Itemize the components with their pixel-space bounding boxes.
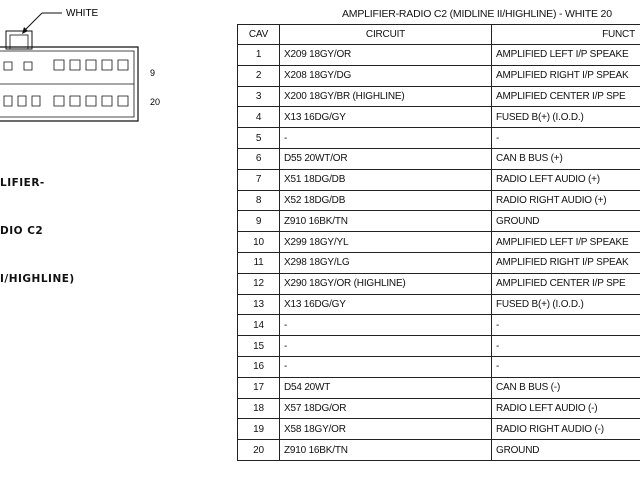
cell-circuit: - [280,128,492,149]
cell-cav: 13 [238,294,280,315]
cavity [54,96,64,106]
cavity [86,96,96,106]
table-row [238,419,640,440]
cell-circuit: Z910 16BK/TN [280,440,492,461]
table-row [238,190,640,211]
cell-function: AMPLIFIED CENTER I/P SPE [492,86,640,107]
cell-cav: 1 [238,45,280,66]
header-cav: CAV [238,25,280,45]
cavity [4,96,12,106]
cell-circuit: X209 18GY/OR [280,45,492,66]
table-row [238,440,640,461]
cell-function: AMPLIFIED RIGHT I/P SPEAK [492,252,640,273]
cell-cav: 14 [238,315,280,336]
cavity [24,62,32,70]
row-number-top: 9 [150,68,156,78]
cell-circuit: X208 18GY/DG [280,65,492,86]
cell-cav: 5 [238,128,280,149]
row-number-bottom: 20 [150,97,161,107]
header-function: FUNCT [492,25,640,45]
color-callout-text: WHITE [66,8,99,19]
table-row [238,45,640,66]
cavity [70,60,80,70]
cell-function: CAN B BUS (-) [492,377,640,398]
cell-circuit: - [280,315,492,336]
cell-circuit: - [280,356,492,377]
cell-function: AMPLIFIED LEFT I/P SPEAKE [492,232,640,253]
cell-function: CAN B BUS (+) [492,148,640,169]
cell-cav: 19 [238,419,280,440]
cell-function: GROUND [492,211,640,232]
bottom-cavity-row [4,96,128,106]
cell-cav: 3 [238,86,280,107]
cell-circuit: X58 18GY/OR [280,419,492,440]
top-cavity-row [4,60,128,70]
cavity [70,96,80,106]
table-row [238,356,640,377]
cell-circuit: D54 20WT [280,377,492,398]
cell-cav: 15 [238,336,280,357]
cell-circuit: Z910 16BK/TN [280,211,492,232]
cavity [118,60,128,70]
header-circuit: CIRCUIT [280,25,492,45]
cell-circuit: X13 16DG/GY [280,294,492,315]
connector-label-line: DIO C2 [0,225,44,237]
cell-circuit: D55 20WT/OR [280,148,492,169]
cavity [102,96,112,106]
cell-cav: 12 [238,273,280,294]
cell-function: RADIO RIGHT AUDIO (+) [492,190,640,211]
table-row [238,211,640,232]
connector-label [0,143,75,303]
cell-cav: 2 [238,65,280,86]
cell-function: AMPLIFIED RIGHT I/P SPEAK [492,65,640,86]
cavity [86,60,96,70]
cavity [32,96,40,106]
cavity [4,62,12,70]
cell-function: FUSED B(+) (I.O.D.) [492,294,640,315]
cell-cav: 9 [238,211,280,232]
cell-cav: 6 [238,148,280,169]
connector-label-line: I/HIGHLINE) [0,273,75,285]
cell-circuit: X200 18GY/BR (HIGHLINE) [280,86,492,107]
table-row [238,86,640,107]
cell-cav: 7 [238,169,280,190]
table-row [238,273,640,294]
cell-function: RADIO LEFT AUDIO (-) [492,398,640,419]
cell-cav: 16 [238,356,280,377]
cell-circuit: X51 18DG/DB [280,169,492,190]
cell-cav: 11 [238,252,280,273]
cavity [54,60,64,70]
cavity [118,96,128,106]
cell-cav: 4 [238,107,280,128]
cell-function: AMPLIFIED LEFT I/P SPEAKE [492,45,640,66]
callout-arrow-line [24,13,42,31]
cell-function: - [492,128,640,149]
cell-circuit: - [280,336,492,357]
table-row [238,128,640,149]
table-row [238,252,640,273]
table-row [238,377,640,398]
cell-circuit: X299 18GY/YL [280,232,492,253]
cell-function: RADIO RIGHT AUDIO (-) [492,419,640,440]
table-row [238,315,640,336]
cavity [102,60,112,70]
cell-circuit: X298 18GY/LG [280,252,492,273]
connector-label-line: LIFIER- [0,177,45,189]
table-title: AMPLIFIER-RADIO C2 (MIDLINE II/HIGHLINE) - WHITE 20 [342,8,612,20]
cell-circuit: X52 18DG/DB [280,190,492,211]
cell-cav: 18 [238,398,280,419]
table-row [238,65,640,86]
cell-circuit: X57 18DG/OR [280,398,492,419]
table-row [238,232,640,253]
cell-function: AMPLIFIED CENTER I/P SPE [492,273,640,294]
table-row [238,107,640,128]
cell-cav: 17 [238,377,280,398]
cell-function: - [492,315,640,336]
cell-function: GROUND [492,440,640,461]
cell-circuit: X13 16DG/GY [280,107,492,128]
cell-function: RADIO LEFT AUDIO (+) [492,169,640,190]
cell-circuit: X290 18GY/OR (HIGHLINE) [280,273,492,294]
cell-cav: 20 [238,440,280,461]
table-row [238,336,640,357]
cell-cav: 10 [238,232,280,253]
table-row [238,398,640,419]
cell-function: - [492,356,640,377]
cell-cav: 8 [238,190,280,211]
table-row [238,169,640,190]
table-header-row [238,25,640,45]
cell-function: FUSED B(+) (I.O.D.) [492,107,640,128]
cell-function: - [492,336,640,357]
table-row [238,148,640,169]
cavity [18,96,26,106]
table-row [238,294,640,315]
pinout-table [237,24,640,461]
